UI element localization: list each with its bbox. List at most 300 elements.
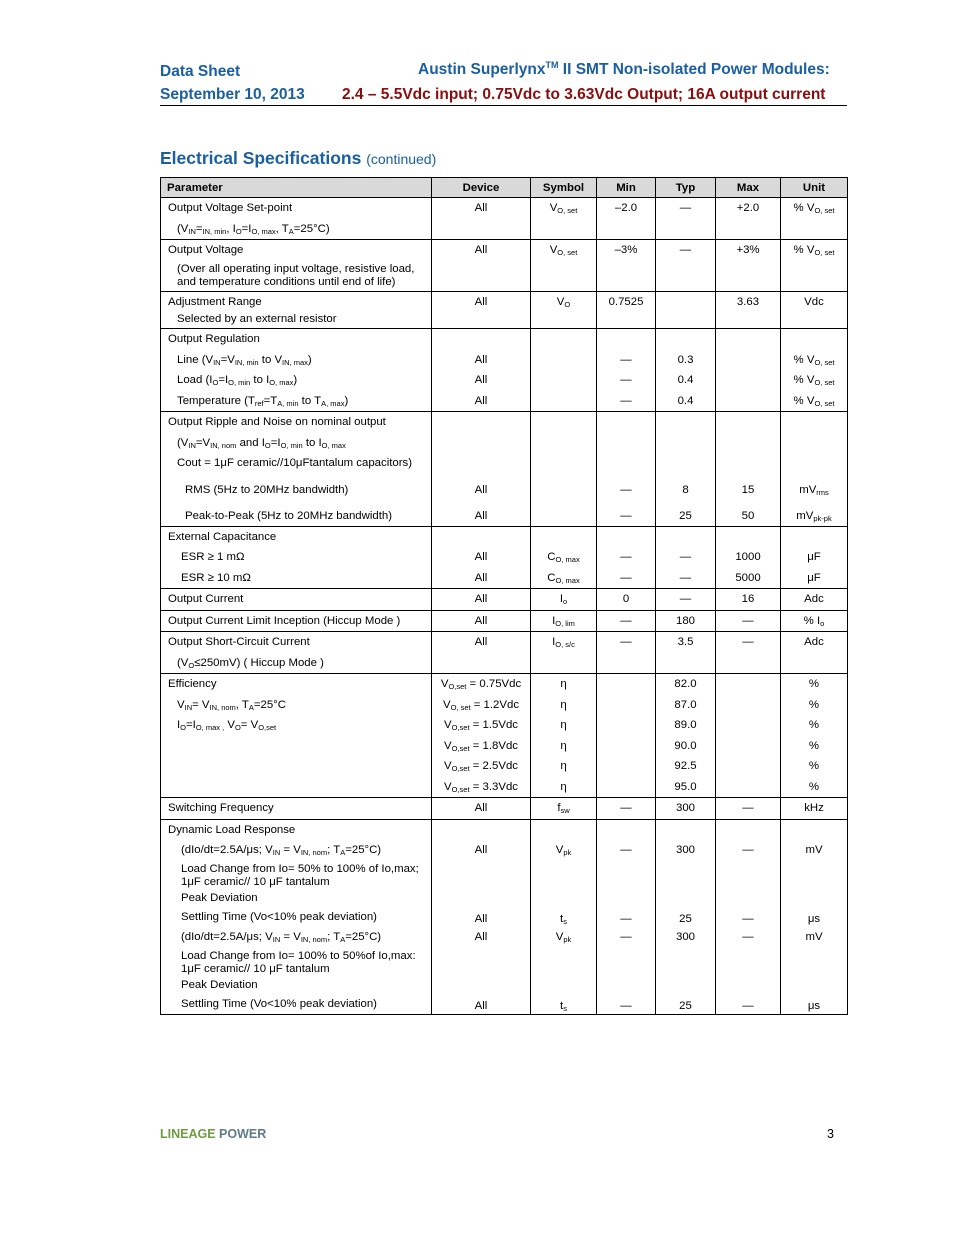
cell-line: $V_{O,set} = 3.3Vdc$ [444,780,518,794]
cell-line [432,312,530,328]
cell-line: 8 [682,483,689,496]
cell-line [597,820,655,841]
cell-min [597,240,656,292]
cell-line [781,653,847,674]
cell-line: $(V_O\le 250mV)$ ( Hiccup Mode ) [177,656,324,670]
cell-param [161,291,432,329]
cell-line [716,756,780,777]
cell-param [161,329,432,412]
cell-line: +3% [736,244,760,256]
cell-line [716,391,780,412]
cell-line [432,978,530,994]
cell-line: Peak Deviation [181,978,258,991]
cell-line: +2.0 [736,202,760,214]
cell-line: — [679,593,692,605]
cell-line: 50 [741,509,755,522]
cell-line: All [474,353,488,366]
cell-unit [781,798,848,820]
table-row [161,526,848,589]
cell-line: — [742,614,754,627]
cell-param [161,819,432,1015]
cell-line: — [742,802,754,814]
cell-line: ESR ≥ 1 mΩ [181,551,245,563]
cell-line: 300 [675,802,695,814]
table-row [161,589,848,611]
cell-line: Load Change from Io= 100% to 50%of Io,max: 1μF ceramic// 10 μF tantalum [181,949,416,975]
cell-line [716,948,780,978]
cell-line: $t_s$ [560,999,567,1013]
table-row [161,798,848,820]
cell-line: $I_{O, s/c}$ [552,636,575,649]
cell-line: — [620,912,632,925]
cell-line: — [742,844,754,856]
cell-line [781,948,847,978]
cell-line: Vdc [804,295,824,308]
cell-symbol [531,610,597,632]
cell-line [597,891,655,907]
cell-line: 15 [741,483,755,496]
cell-line [597,715,655,736]
cell-line: % [808,739,820,752]
cell-param [161,610,432,632]
cell-line: Peak Deviation [181,891,258,904]
cell-line: % $V_{O, set}$ [793,244,835,257]
cell-line [781,891,847,907]
cell-line [161,756,431,777]
cell-min [597,674,656,798]
cell-symbol [531,240,597,292]
cell-line [531,474,596,500]
col-symbol: Symbol [531,178,597,198]
cell-unit [781,198,848,240]
cell-min [597,412,656,527]
cell-line: $I_{O, lim}$ [552,614,575,628]
cell-line: — [742,636,754,648]
cell-max [716,198,781,240]
cell-line [432,412,530,433]
cell-line [531,391,596,412]
cell-line: % $V_{O, set}$ [793,394,835,408]
cell-param [161,674,432,798]
section-title: Electrical Specifications (continued) [160,148,437,168]
cell-line [656,948,715,978]
cell-line: Output Ripple and Noise on nominal output [168,416,386,428]
cell-line: $V_{O, set}$ [549,244,578,257]
cell-param [161,526,432,589]
cell-line: $V_O$ [556,295,571,309]
cell-line: Cout = 1μF ceramic//10μFtantalum capacitors) [177,457,413,469]
cell-line: –3% [614,244,638,256]
cell-max [716,819,781,1015]
col-device: Device [432,178,531,198]
cell-line: 25 [679,509,692,522]
cell-line [781,412,847,433]
cell-line [597,653,655,674]
cell-line [781,329,847,350]
cell-line: mV [805,844,823,856]
cell-device [432,589,531,611]
cell-line [531,861,596,891]
cell-typ [656,798,716,820]
cell-line: All [474,483,488,496]
cell-line: $I_O=I_{O, max ,}$ $V_O= V_{O,set}$ [177,719,277,732]
col-min: Min [597,178,656,198]
cell-line: Load ($I_O=I_{O, min}$ to $I_{O, max}$) [177,374,298,387]
cell-max [716,632,781,674]
cell-symbol [531,329,597,412]
cell-line: Load Change from Io= 50% to 100% of Io,max; 1μF ceramic// 10 μF tantalum [181,862,419,888]
cell-max [716,589,781,611]
cell-line: ($V_{IN}=V_{IN, nom}$ and $I_O=I_{O, min}$ to $I_{O, max}$ [177,436,346,450]
table-row [161,632,848,674]
cell-device [432,240,531,292]
cell-line: % $I_o$ [803,614,825,628]
cell-line: 0.7525 [608,295,644,308]
cell-line: $V_{IN}= V_{IN, nom}$, $T_A=25^\circ C$ [177,698,287,712]
cell-line: Output Current [168,593,244,605]
cell-line [597,219,655,240]
cell-line: Output Regulation [168,333,260,345]
col-max: Max [716,178,781,198]
cell-line: — [620,353,632,366]
cell-line: — [620,802,632,814]
cell-max [716,526,781,589]
cell-line [597,674,655,695]
cell-line [597,261,655,291]
cell-line [716,433,780,454]
cell-line: % [808,760,820,772]
table-row [161,819,848,1015]
cell-line [597,777,655,798]
cell-line: All [474,509,488,522]
cell-unit [781,819,848,1015]
cell-line [716,861,780,891]
cell-param [161,240,432,292]
cell-line: 95.0 [674,780,697,793]
cell-min [597,632,656,674]
cell-line [531,653,596,674]
cell-line [531,329,596,350]
cell-line [531,219,596,240]
cell-line: $V_{O, set} = 1.2Vdc$ [442,698,520,712]
cell-unit [781,589,848,611]
cell-typ [656,526,716,589]
cell-line [432,261,530,291]
cell-line: Efficiency [168,678,217,690]
cell-min [597,589,656,611]
table-row [161,240,848,292]
cell-line [531,948,596,978]
cell-typ [656,819,716,1015]
cell-line [716,527,780,548]
cell-line: ($V_{IN}=_{IN, min}$, $I_O=I_{O, max}$, $T_A=25^\circ C$) [177,222,330,236]
col-unit: Unit [781,178,848,198]
cell-line [531,978,596,994]
cell-line: μs [807,912,821,925]
cell-line: All [474,551,488,563]
cell-line: η [560,678,567,690]
cell-typ [656,589,716,611]
cell-line [656,653,715,674]
cell-line [656,433,715,454]
cell-line: — [620,509,632,522]
cell-line: — [620,374,632,386]
cell-line: — [742,912,754,925]
cell-line: 92.5 [674,760,697,772]
cell-line: All [474,931,488,943]
cell-line [531,527,596,548]
cell-line: $C_{O, max}$ [547,551,580,564]
cell-symbol [531,526,597,589]
cell-line: (dIo/dt=2.5A/μs; $V_{IN} = V_{IN, nom}$; $T_A=25^\circ C$) [181,931,382,944]
cell-line: (Over all operating input voltage, resistive load, and temperature conditions until end of life) [177,262,415,288]
cell-typ [656,610,716,632]
table-row [161,412,848,527]
cell-line [781,433,847,454]
cell-line: $V_{pk}$ [555,931,572,944]
cell-line: μs [807,999,821,1012]
cell-line [656,527,715,548]
cell-device [432,412,531,527]
cell-line [716,350,780,371]
cell-line [432,433,530,454]
doc-date: September 10, 2013 [160,86,305,103]
cell-line [716,261,780,291]
cell-line [161,736,431,757]
cell-min [597,819,656,1015]
cell-line: Adjustment Range [168,295,262,308]
cell-line: $I_o$ [559,593,568,606]
cell-line: $V_{O,set} = 1.8Vdc$ [444,739,518,753]
cell-line: All [474,202,488,214]
cell-min [597,198,656,240]
cell-typ [656,412,716,527]
cell-typ [656,240,716,292]
cell-line: % [808,719,820,731]
doc-subtitle: 2.4 – 5.5Vdc input; 0.75Vdc to 3.63Vdc Output; 16A output current [342,86,826,103]
cell-line: $V_{O,set} = 1.5Vdc$ [444,719,518,732]
cell-line [656,261,715,291]
col-typ: Typ [656,178,716,198]
cell-line [716,312,780,328]
cell-param [161,198,432,240]
cell-line: Switching Frequency [168,802,274,814]
cell-line: % [808,698,820,711]
cell-line [656,329,715,350]
cell-line: mV [805,931,823,943]
cell-line: $V_{pk}$ [555,844,572,857]
cell-line [781,312,847,328]
cell-line [432,820,530,841]
cell-line: 89.0 [674,719,697,731]
cell-line: Selected by an external resistor [177,313,337,325]
cell-line [531,412,596,433]
cell-line: Dynamic Load Response [168,823,296,836]
cell-line: All [474,374,488,386]
cell-line [597,453,655,474]
spec-table [160,177,848,1015]
cell-line: All [474,636,488,648]
cell-line: μF [807,571,821,584]
cell-line: $mV_{rms}$ [799,483,829,497]
cell-typ [656,291,716,329]
cell-line: All [474,802,488,814]
cell-line: 3.63 [736,295,760,308]
cell-line: 180 [675,614,695,627]
cell-min [597,798,656,820]
cell-line [656,312,715,328]
cell-line [781,820,847,841]
table-row [161,329,848,412]
cell-line: Peak-to-Peak (5Hz to 20MHz bandwidth) [185,509,393,522]
cell-line: All [474,244,488,256]
cell-line [781,861,847,891]
cell-line [656,820,715,841]
cell-line: Output Short-Circuit Current [168,636,310,648]
cell-line [597,412,655,433]
cell-line [716,370,780,391]
cell-line: $mV_{pk-pk}$ [796,509,832,523]
cell-line: All [474,593,488,605]
cell-line: All [474,912,488,925]
cell-line [531,433,596,454]
table-header-row [161,178,848,198]
cell-symbol [531,674,597,798]
cell-line [597,527,655,548]
cell-line: η [560,739,567,752]
cell-line: $V_{O,set} = 0.75Vdc$ [440,678,522,691]
cell-line: $C_{O, max}$ [547,571,580,585]
cell-device [432,526,531,589]
cell-line: 90.0 [674,739,697,752]
cell-unit [781,526,848,589]
page-number: 3 [827,1127,834,1141]
cell-line: kHz [804,802,824,814]
cell-line [597,312,655,328]
cell-device [432,674,531,798]
cell-line [656,861,715,891]
cell-line [716,453,780,474]
cell-line [656,412,715,433]
cell-line: RMS (5Hz to 20MHz bandwidth) [185,483,349,496]
cell-line: $V_{O,set} = 2.5Vdc$ [444,760,518,773]
cell-line: 0 [622,593,630,605]
cell-line [597,736,655,757]
cell-line: — [742,931,754,943]
cell-line [781,219,847,240]
cell-line: (dIo/dt=2.5A/μs; $V_{IN} = V_{IN, nom}$; $T_A=25^\circ C$) [181,844,382,857]
cell-line: — [620,636,632,648]
table-row [161,610,848,632]
cell-line: All [474,295,488,308]
cell-line [716,978,780,994]
footer-brand: LINEAGE POWER [160,1127,267,1141]
col-parameter: Parameter [161,178,432,198]
cell-line [716,736,780,757]
table-row [161,198,848,240]
cell-max [716,610,781,632]
cell-line [781,453,847,474]
cell-line: 1000 [735,551,761,563]
cell-max [716,291,781,329]
cell-min [597,329,656,412]
cell-line: — [742,999,754,1012]
cell-line: External Capacitance [168,530,277,543]
cell-typ [656,329,716,412]
cell-line [531,350,596,371]
cell-line: η [560,719,567,731]
cell-line: Adc [804,593,824,605]
cell-line: 300 [675,844,695,856]
cell-line [597,948,655,978]
cell-line: — [620,483,632,496]
cell-line: 0.4 [677,374,694,386]
cell-line: $f_{sw}$ [557,802,570,815]
cell-typ [656,674,716,798]
cell-line: % [808,780,820,793]
cell-line: All [474,999,488,1012]
cell-max [716,329,781,412]
cell-line [531,891,596,907]
cell-min [597,291,656,329]
cell-line [656,978,715,994]
cell-line [432,219,530,240]
cell-line: Output Voltage Set-point [168,202,293,214]
cell-line: Settling Time (Vo<10% peak deviation) [181,910,377,923]
cell-line [432,453,530,474]
cell-line [781,261,847,291]
cell-line: — [620,571,632,584]
cell-line: $t_s$ [560,912,567,926]
cell-line [656,453,715,474]
cell-line: All [474,614,488,627]
cell-line: μF [807,551,821,563]
cell-unit [781,610,848,632]
table-row [161,674,848,798]
cell-line [531,370,596,391]
cell-line [716,219,780,240]
cell-device [432,329,531,412]
cell-line: Output Voltage [168,244,244,256]
cell-line [432,891,530,907]
cell-line [656,219,715,240]
cell-line: $V_{O, set}$ [549,202,578,215]
cell-device [432,610,531,632]
cell-symbol [531,412,597,527]
cell-line [716,715,780,736]
cell-line [432,527,530,548]
cell-device [432,798,531,820]
cell-line: All [474,844,488,856]
cell-line: 82.0 [674,678,697,690]
cell-line: — [679,551,692,563]
cell-line [531,820,596,841]
cell-device [432,632,531,674]
cell-max [716,412,781,527]
cell-line [531,261,596,291]
doc-title: Austin Superlynx™ II SMT Non-isolated Power Modules: [418,59,830,78]
cell-param [161,412,432,527]
cell-device [432,291,531,329]
cell-line: — [620,931,632,943]
cell-param [161,589,432,611]
cell-param [161,632,432,674]
cell-line [656,891,715,907]
cell-line: 16 [741,593,755,605]
cell-line: 0.4 [677,394,694,407]
cell-line [597,861,655,891]
cell-device [432,819,531,1015]
